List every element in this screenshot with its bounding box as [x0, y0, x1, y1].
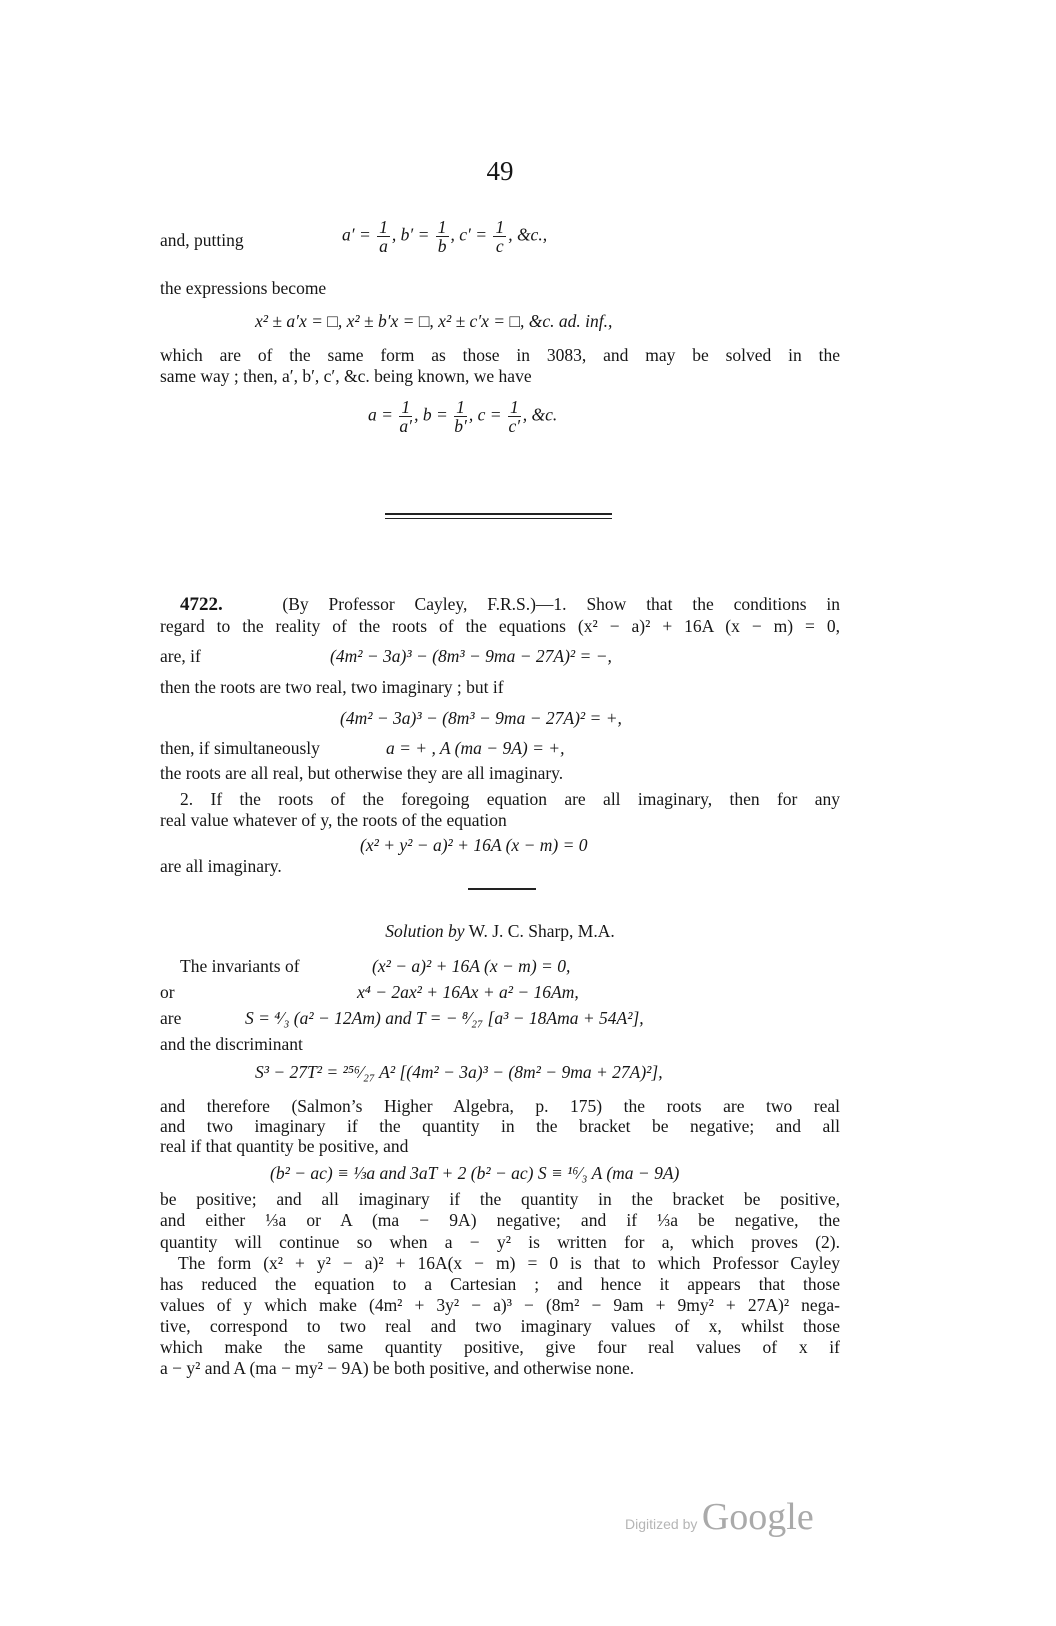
denominator: c [495, 236, 504, 256]
text-line: the roots are all real, but otherwise they are all imaginary. [160, 763, 564, 783]
eq-text: a′ = [342, 224, 371, 245]
numerator: 1 [495, 217, 505, 237]
text-line: and the discriminant [160, 1034, 303, 1054]
display-equation: x² ± a′x = □, x² ± b′x = □, x² ± c′x = □, &c. ad. inf., [255, 311, 613, 331]
text-line: then the roots are two real, two imaginary ; but if [160, 677, 504, 697]
fraction [454, 398, 467, 435]
watermark-prefix: Digitized by [625, 1516, 698, 1532]
text-line: values of y which make (4m² + 3y² − a)³ − (8m² − 9am + 9my² + 27A)² nega- [160, 1295, 840, 1315]
text-line: are [160, 1008, 182, 1028]
google-logo: Google [701, 1496, 814, 1538]
fraction [436, 218, 449, 255]
display-equation: a = + , A (ma − 9A) = +, [386, 738, 565, 758]
text-line: be positive; and all imaginary if the quantity in the bracket be positive, [160, 1189, 840, 1209]
display-equation: S = ⁴⁄₃ (a² − 12Am) and T = − ⁸⁄₂₇ [a³ − 18Ama + 54A²], [245, 1008, 644, 1028]
eq-text: , c′ = [450, 224, 488, 245]
short-rule [468, 888, 536, 890]
fraction [493, 218, 506, 255]
eq-text: , &c. [522, 404, 558, 425]
text-line: The invariants of [180, 956, 300, 976]
question-number: 4722. [180, 594, 223, 615]
putting-label: and, putting [160, 230, 244, 250]
solution-by: Solution by [385, 921, 465, 941]
question-line [160, 594, 840, 615]
text-line: real if that quantity be positive, and [160, 1136, 409, 1156]
text-line: a − y² and A (ma − my² − 9A) be both positive, and otherwise none. [160, 1358, 635, 1378]
text-line: or [160, 982, 175, 1002]
numerator: 1 [379, 217, 388, 237]
fraction [377, 218, 390, 255]
solution-author: W. J. C. Sharp, M.A. [468, 921, 615, 941]
eq-text: , b′ = [391, 224, 430, 245]
text-line: then, if simultaneously [160, 738, 320, 758]
eq-text: , c = [468, 404, 502, 425]
text-line: quantity will continue so when a − y² is written for a, which proves (2). [160, 1232, 840, 1252]
display-equation: x⁴ − 2ax² + 16Ax + a² − 16Am, [357, 982, 579, 1002]
text-line: The form (x² + y² − a)² + 16A(x − m) = 0 is that to which Professor Cayley [178, 1253, 840, 1273]
text-line: and therefore (Salmon’s Higher Algebra, p. 175) the roots are two real [160, 1096, 840, 1116]
text-line: which are of the same form as those in 3083, and may be solved in the [160, 345, 840, 365]
fraction [508, 398, 521, 435]
page-number: 49 [486, 156, 514, 186]
text-line: 2. If the roots of the foregoing equation are all imaginary, then for any [180, 789, 840, 809]
denominator: b′ [454, 416, 467, 436]
denominator: a′ [399, 416, 412, 436]
solution-heading [160, 921, 840, 942]
denominator: b [437, 236, 447, 256]
numerator: 1 [401, 397, 411, 417]
display-equation: (4m² − 3a)³ − (8m³ − 9ma − 27A)² = +, [340, 708, 622, 728]
text-line: and either ⅓a or A (ma − 9A) negative; and if ⅓a be negative, the [160, 1210, 840, 1230]
text-line: same way ; then, a′, b′, c′, &c. being known, we have [160, 366, 532, 386]
double-rule-top [385, 513, 612, 515]
display-equation: (4m² − 3a)³ − (8m³ − 9ma − 27A)² = −, [330, 646, 612, 666]
numerator: 1 [456, 397, 465, 417]
text-line: are, if [160, 646, 201, 666]
display-equation: (x² + y² − a)² + 16A (x − m) = 0 [360, 835, 588, 855]
text-line: the expressions become [160, 278, 327, 298]
text-line: regard to the reality of the roots of the equations (x² − a)² + 16A (x − m) = 0, [160, 616, 840, 636]
result-equation [368, 398, 557, 435]
double-rule-bottom [385, 518, 612, 519]
eq-text: a = [368, 404, 393, 425]
eq-text: , b = [414, 404, 448, 425]
text-line: are all imaginary. [160, 856, 282, 876]
display-equation: (x² − a)² + 16A (x − m) = 0, [372, 956, 571, 976]
eq-text: , &c., [508, 224, 548, 245]
display-equation: (b² − ac) ≡ ⅓a and 3aT + 2 (b² − ac) S ≡ ¹⁶⁄₃ A (ma − 9A) [270, 1163, 680, 1183]
putting-equation [342, 218, 547, 255]
numerator: 1 [509, 397, 519, 417]
question-text: (By Professor Cayley, F.R.S.)—1. Show that the conditions in [282, 594, 841, 614]
text-line: has reduced the equation to a Cartesian ; and hence it appears that those [160, 1274, 840, 1294]
numerator: 1 [437, 217, 447, 237]
display-equation: S³ − 27T² = ²⁵⁶⁄₂₇ A² [(4m² − 3a)³ − (8m² − 9ma + 27A)²], [255, 1062, 663, 1082]
text-line: and two imaginary if the quantity in the bracket be negative; and all [160, 1116, 840, 1136]
google-watermark [625, 1495, 814, 1539]
text-line: real value whatever of y, the roots of the equation [160, 810, 507, 830]
text-line: tive, correspond to two real and two imaginary values of x, whilst those [160, 1316, 840, 1336]
fraction [399, 398, 412, 435]
denominator: a [379, 236, 388, 256]
denominator: c′ [508, 416, 521, 436]
text-line: which make the same quantity positive, give four real values of x if [160, 1337, 840, 1357]
